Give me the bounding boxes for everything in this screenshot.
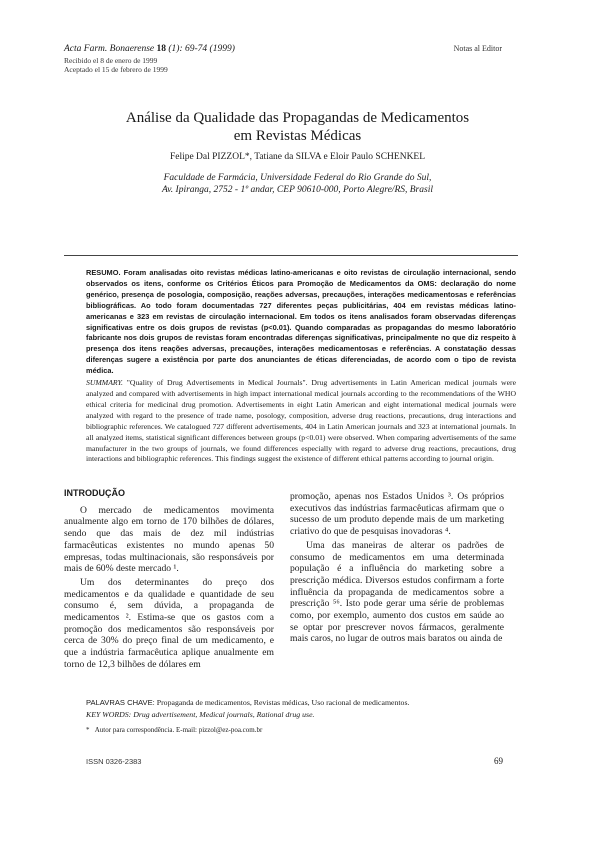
affiliation xyxy=(0,172,595,196)
article-title xyxy=(0,109,595,145)
body-paragraph: promoção, apenas nos Estados Unidos ³. Os próprios executivos das indústrias farmacêuticas afirmam que o sucesso de um produto depende mais de um marketing criativo do que de pesquisas inovadoras ⁴. xyxy=(290,491,504,538)
correspondence-note xyxy=(86,725,516,737)
journal-name: Acta Farm. Bonaerense xyxy=(64,44,155,54)
accepted-date: Aceptado el 15 de febrero de 1999 xyxy=(64,65,168,74)
keywords-pt-text: Propaganda de medicamentos, Revistas médicas, Uso racional de medicamentos. xyxy=(156,698,410,707)
keywords-pt-label: PALAVRAS CHAVE: xyxy=(86,698,155,707)
body-paragraph: Um dos determinantes do preço dos medicamentos e da qualidade e quantidade de seu consumo é, sem dúvida, a propaganda de medicamentos ². Estima-se que os gastos com a promoção dos medicamentos são responsáveis por cerca de 30% do preço final de um medicamento, e que a indústria farmacêutica aplique anualmente em torno de 12,3 bilhões de dólares em xyxy=(64,576,274,670)
body-column-right xyxy=(290,491,504,645)
page-number: 69 xyxy=(494,756,503,766)
abstract-pt xyxy=(86,268,516,377)
abstract-en-text: "Quality of Drug Advertisements in Medical Journals". Drug advertisements in Latin American medical journals were analyzed and compared with advertisements in high impact international medical journals according to the recommendations of the WHO ethical criteria for medicinal drug promotion. Advertisements in eight Latin American and eight international medical journals were analyzed with regard to the presence of trade name, posology, composition, adverse drug reactions, precautions, drug interactions and bibliographic references. We catalogued 727 different advertisements, 404 in Latin American journals and 323 at international journals. In all analyzed items, statistical significant differences between groups (p<0.01) were observed. When comparing advertisements of the same manufacturer in the two groups of journals, we found differences especially with regard to adverse drug reactions, precautions, drug interactions and bibliographic references. This findings suggest the existence of different ethical patterns according to journal origin. xyxy=(86,378,516,464)
received-date: Recibido el 8 de enero de 1999 xyxy=(64,56,158,65)
title-line-1: Análise da Qualidade das Propagandas de Medicamentos xyxy=(125,110,470,126)
abstract-en-label: SUMMARY. xyxy=(86,378,123,388)
affiliation-line-1: Faculdade de Farmácia, Universidade Federal do Rio Grande do Sul, xyxy=(163,173,432,183)
title-line-2: em Revistas Médicas xyxy=(233,128,362,144)
body-paragraph: Uma das maneiras de alterar os padrões de consumo de medicamentos em uma determinada população é a influência do marketing sobre a prescrição médica. Diversos estudos confirmam a forte influência da propaganda de medicamentos sobre a prescrição ⁵⁶. Isto pode gerar uma série de problemas como, por exemplo, aumento dos custos em saúde ao se optar por prescrever novos fármacos, geralmente mais caros, no lugar de outros mais baratos ou ainda de xyxy=(290,539,504,645)
abstract-pt-text: Foram analisadas oito revistas médicas latino-americanas e oito revistas de circulação internacional, sendo observados os itens, conforme os Critérios Éticos para Promoção de Medicamentos da OMS: declaração do nome genérico, presença de posologia, composição, reações adversas, precauções, interações medicamentosas e referências bibliográficas. Ao todo foram documentadas 727 diferentes peças publicitárias, 404 em revistas médicas latino-americanas e 323 em revistas de circulação internacional. Em todos os itens analisados foram observadas diferenças significativas entre os dois grupos de revistas (p<0.01). Quando comparadas as propagandas do mesmo laboratório fabricante nos dois grupos de revistas foram encontradas diferenças significativas, principalmente no que diz respeito à presença dos itens reações adversas, precauções, interações medicamentosas e referências. A constatação dessas diferenças sugere a existência por parte dos anunciantes de éticas diferenciadas, de acordo com o tipo de revista médica. xyxy=(86,268,516,376)
abstract-pt-label: RESUMO. xyxy=(86,268,121,277)
affiliation-line-2: Av. Ipiranga, 2752 - 1º andar, CEP 90610-000, Porto Alegre/RS, Brasil xyxy=(162,185,433,195)
footnotes xyxy=(86,697,516,737)
keywords-pt xyxy=(86,697,516,709)
footnote-marker: * xyxy=(86,726,90,734)
abstract xyxy=(86,268,516,465)
body-column-left xyxy=(64,488,274,671)
keywords-en xyxy=(86,709,516,721)
keywords-en-text: Drug advertisement, Medical journals, Rational drug use. xyxy=(133,709,315,719)
divider xyxy=(64,255,518,256)
abstract-en xyxy=(86,378,516,465)
issn: ISSN 0326-2383 xyxy=(86,757,142,766)
journal-volume: 18 xyxy=(156,44,167,54)
section-heading: INTRODUÇÃO xyxy=(64,488,125,498)
authors: Felipe Dal PIZZOL*, Tatiane da SILVA e Eloir Paulo SCHENKEL xyxy=(169,152,426,162)
journal-issue-pages: (1): 69-74 (1999) xyxy=(168,44,235,54)
body-paragraph: O mercado de medicamentos movimenta anualmente algo em torno de 170 bilhões de dólares, sendo que das mais de dez mil indústrias farmacêuticas existentes no mundo apenas 50 empresas, todas multinacionais, são responsáveis por mais de 60% deste mercado ¹. xyxy=(64,504,274,575)
journal-citation xyxy=(64,44,235,54)
section-label: Notas al Editor xyxy=(453,44,502,53)
keywords-en-label: KEY WORDS: xyxy=(86,709,132,719)
submission-dates xyxy=(64,56,168,74)
correspondence-text: Autor para correspondência. E-mail: pizzol@ez-poa.com.br xyxy=(94,726,263,734)
